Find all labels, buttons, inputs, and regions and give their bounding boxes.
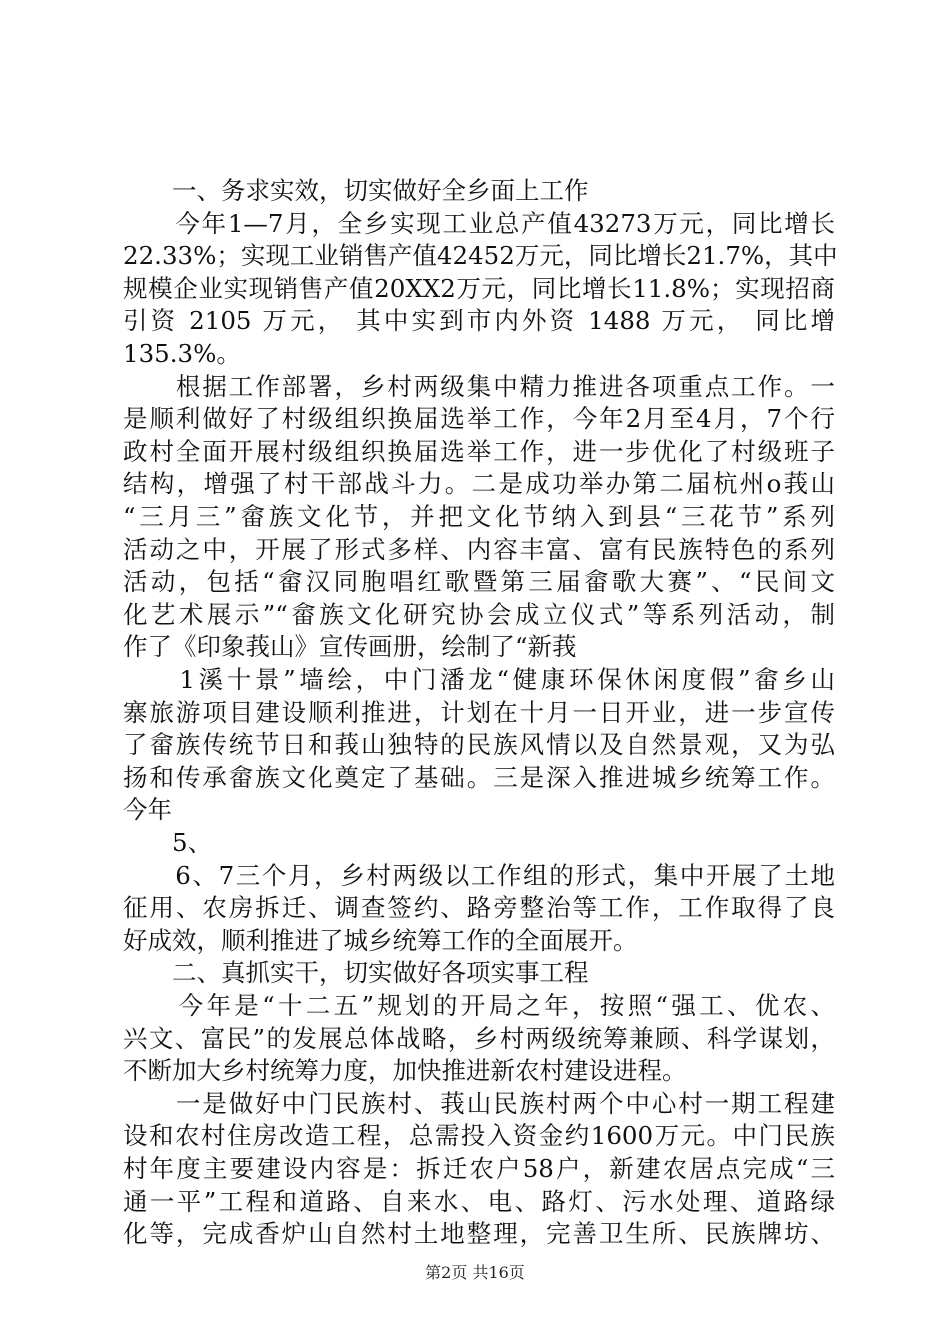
paragraph-line: 结构，增强了村干部战斗力。二是成功举办第二届杭州o莪山 xyxy=(123,469,835,499)
paragraph-line: 活动之中，开展了形式多样、内容丰富、富有民族特色的系列 xyxy=(123,534,835,564)
section-heading-1: 一、务求实效，切实做好全乡面上工作 xyxy=(123,176,589,205)
paragraph-line: 今年 xyxy=(123,795,172,825)
paragraph-line: 好成效，顺利推进了城乡统筹工作的全面展开。 xyxy=(123,925,638,955)
paragraph-line: 规模企业实现销售产值20XX2万元，同比增长11.8%；实现招商 xyxy=(123,273,835,303)
paragraph-line: 村年度主要建设内容是：拆迁农户58户，新建农居点完成“三 xyxy=(123,1154,835,1183)
paragraph-line: 政村全面开展村级组织换届选举工作，进一步优化了村级班子 xyxy=(123,436,835,466)
paragraph-line: 设和农村住房改造工程，总需投入资金约1600万元。中门民族 xyxy=(123,1121,835,1151)
paragraph-line: “三月三”畲族文化节，并把文化节纳入到县“三花节”系列 xyxy=(123,502,835,531)
paragraph-line: 根据工作部署，乡村两级集中精力推进各项重点工作。一 xyxy=(123,371,835,401)
paragraph-line: 了畲族传统节日和莪山独特的民族风情以及自然景观，又为弘 xyxy=(123,730,835,760)
section-heading-2: 二、真抓实干，切实做好各项实事工程 xyxy=(123,958,589,988)
paragraph-line: 一是做好中门民族村、莪山民族村两个中心村一期工程建 xyxy=(123,1088,835,1118)
paragraph-line: 5、 xyxy=(123,828,213,857)
paragraph-line: 活动，包括“畲汉同胞唱红歌暨第三届畲歌大赛”、“民间文 xyxy=(123,567,835,597)
paragraph-line: 今年是“十二五”规划的开局之年，按照“强工、优农、 xyxy=(123,991,835,1020)
paragraph-line: 兴文、富民”的发展总体战略，乡村两级统筹兼顾、科学谋划， xyxy=(123,1023,835,1053)
paragraph-line: 不断加大乡村统筹力度，加快推进新农村建设进程。 xyxy=(123,1056,687,1086)
paragraph-line: 通一平”工程和道路、自来水、电、路灯、污水处理、道路绿 xyxy=(123,1186,835,1216)
paragraph-line: 化艺术展示”“畲族文化研究协会成立仪式”等系列活动，制 xyxy=(123,599,835,629)
paragraph-line: 135.3%。 xyxy=(123,339,241,368)
paragraph-line: 扬和传承畲族文化奠定了基础。三是深入推进城乡统筹工作。 xyxy=(123,762,835,792)
paragraph-line: 引资 2105 万元， 其中实到市内外资 1488 万元， 同比增 xyxy=(123,306,835,336)
paragraph-line: 22.33%；实现工业销售产值42452万元，同比增长21.7%，其中 xyxy=(123,241,838,271)
page-footer: 第2页 共16页 xyxy=(425,1263,525,1282)
paragraph-line: 征用、农房拆迁、调查签约、路旁整治等工作，工作取得了良 xyxy=(123,893,835,923)
paragraph-line: 是顺利做好了村级组织换届选举工作，今年2月至4月，7个行 xyxy=(123,404,835,434)
paragraph-line: 寨旅游项目建设顺利推进，计划在十月一日开业，进一步宣传 xyxy=(123,697,835,727)
paragraph-line: 1溪十景”墙绘，中门潘龙“健康环保休闲度假”畲乡山 xyxy=(123,665,835,694)
paragraph-line: 6、7三个月，乡村两级以工作组的形式，集中开展了土地 xyxy=(123,860,835,890)
paragraph-line: 化等，完成香炉山自然村土地整理，完善卫生所、民族牌坊、 xyxy=(123,1219,835,1249)
paragraph-line: 今年1—7月，全乡实现工业总产值43273万元，同比增长 xyxy=(123,208,835,238)
paragraph-line: 作了《印象莪山》宣传画册，绘制了“新莪 xyxy=(123,632,577,662)
